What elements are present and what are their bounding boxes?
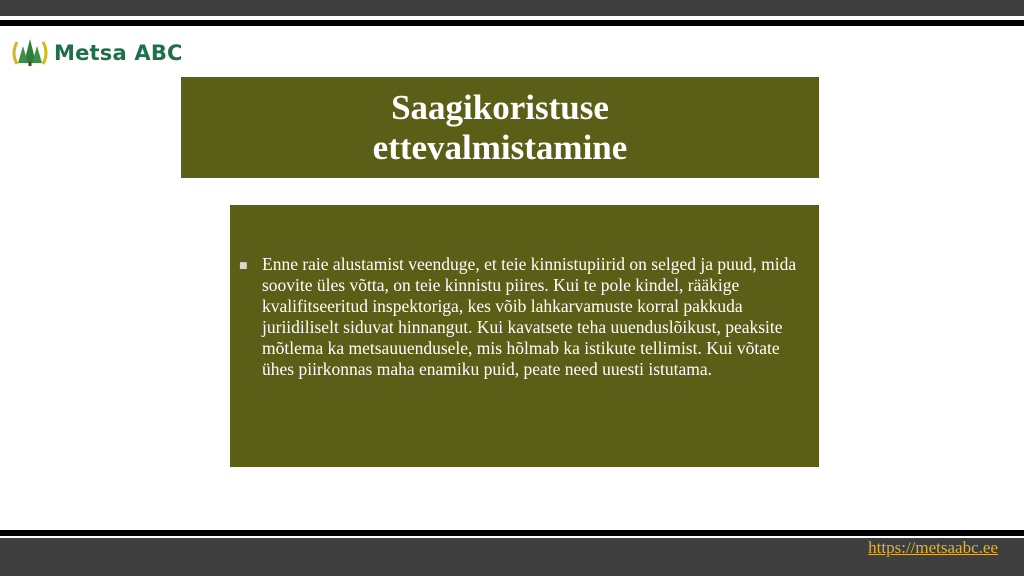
top-decor-bar [0, 0, 1024, 16]
forest-trees-logo-icon [10, 36, 50, 70]
slide-title-panel [181, 77, 819, 178]
website-link[interactable]: https://metsaabc.ee [868, 538, 998, 557]
slide-content-panel [230, 205, 819, 467]
top-divider-line [0, 20, 1024, 26]
site-logo[interactable] [10, 36, 183, 70]
slide-title: Saagikoristuse ettevalmistamine [372, 87, 628, 167]
slide-body-text: Enne raie alustamist veenduge, et teie kinnistupiirid on selged ja puud, mida soovite üles võtta, on teie kinnistu piires. Kui te pole kindel, rääkige kvalifitseeritud inspektoriga, kes võib lahkarvamuste korral pakkuda juriidiliselt siduvat hinnangut. Kui kavatsete teha uuenduslõikust, peaksite mõtlema ka metsauuendusele, mis hõlmab ka istikute tellimist. Kui võtate ühes piirkonnas maha enamiku puid, peate need uuesti istutama. [262, 254, 797, 379]
logo-text: Metsa ABC [54, 41, 183, 65]
bottom-divider-line [0, 530, 1024, 536]
bullet-dot-icon: ■ [239, 261, 248, 271]
